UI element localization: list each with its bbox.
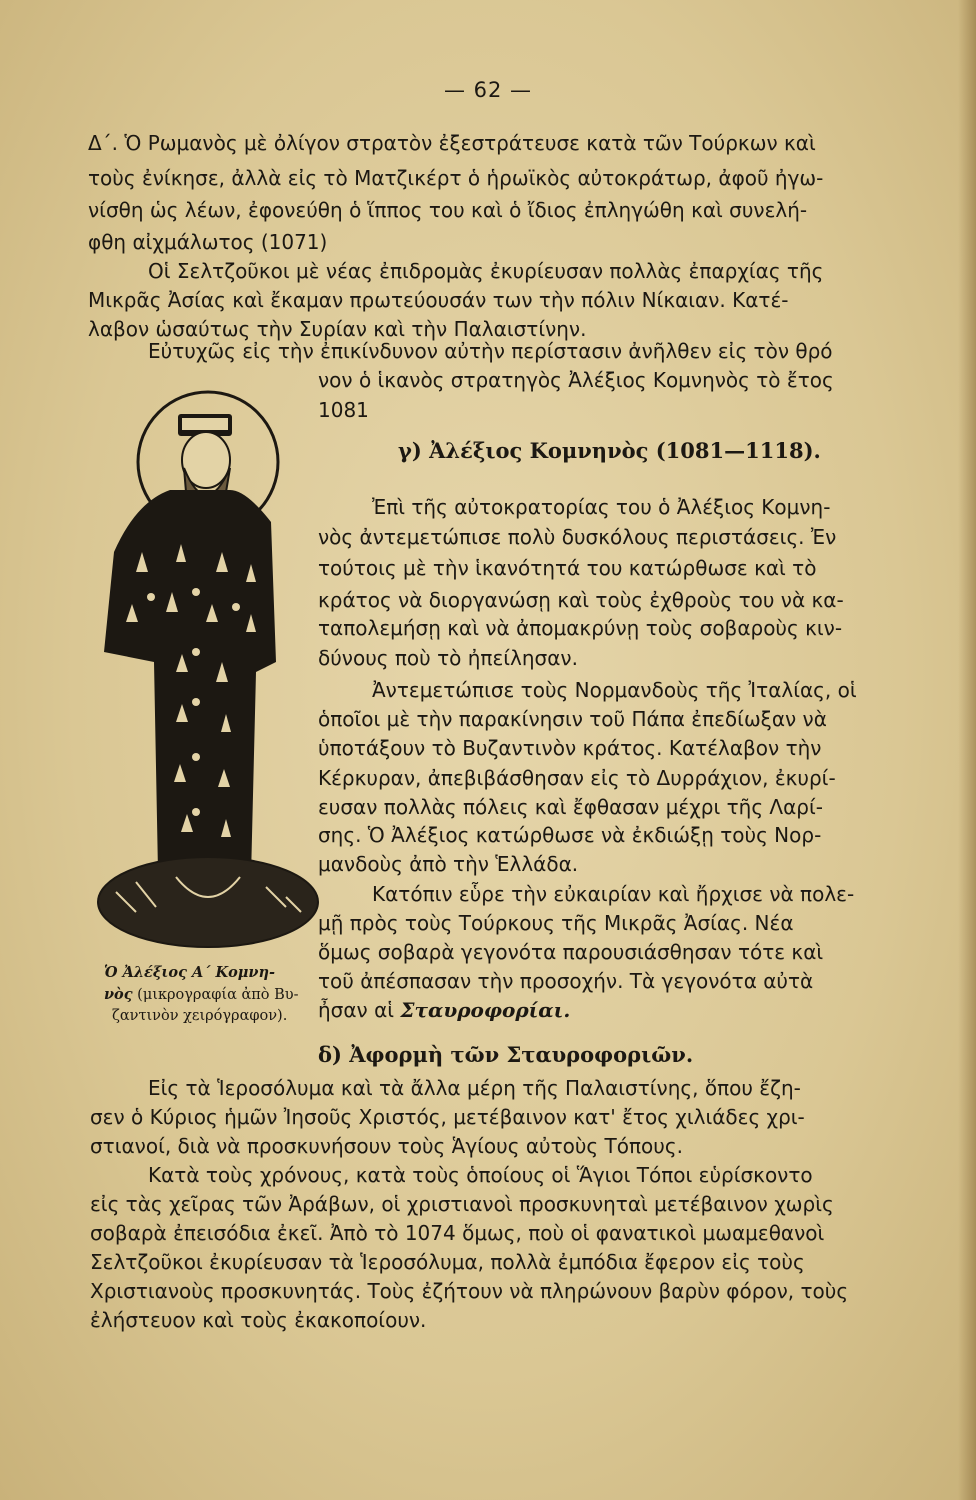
text-line: σεν ὁ Κύριος ἡμῶν Ἰησοῦς Χριστός, μετέβαινον κατ' ἔτος χιλιάδες χρι- xyxy=(90,1105,805,1129)
text-line: τούτοις μὲ τὴν ἱκανότητά του κατώρθωσε καὶ τὸ xyxy=(318,556,817,580)
text-line: ταπολεμήσῃ καὶ νὰ ἀπομακρύνῃ τοὺς σοβαροὺς κιν- xyxy=(318,616,843,640)
text-line: τοῦ ἀπέσπασαν τὴν προσοχήν. Τὰ γεγονότα αὐτὰ xyxy=(318,969,814,993)
text-line: Κατόπιν εὗρε τὴν εὐκαιρίαν καὶ ἤρχισε νὰ πολε- xyxy=(372,882,855,906)
text-line: Ἀντεμετώπισε τοὺς Νορμανδοὺς τῆς Ἰταλίας, οἱ xyxy=(372,678,857,702)
text-line: σοβαρὰ ἐπεισόδια ἐκεῖ. Ἀπὸ τὸ 1074 ὅμως, ποὺ οἱ φανατικοὶ μωαμεθανοὶ xyxy=(90,1221,825,1245)
text-line: Σελτζοῦκοι ἐκυρίευσαν τὰ Ἱεροσόλυμα, πολλὰ ἐμπόδια ἔφερον εἰς τοὺς xyxy=(90,1250,805,1274)
text-line: στιανοί, διὰ νὰ προσκυνήσουν τοὺς Ἁγίους αὐτοὺς Τόπους. xyxy=(90,1134,683,1158)
text-line: ὑποτάξουν τὸ Βυζαντινὸν κράτος. Κατέλαβον τὴν xyxy=(318,736,822,760)
text-fragment: ἦσαν αἱ xyxy=(318,998,395,1022)
caption-text: (μικρογραφία ἀπὸ Βυ- xyxy=(137,987,299,1003)
text-line: ευσαν πολλὰς πόλεις καὶ ἔφθασαν μέχρι τῆς Λαρί- xyxy=(318,795,823,819)
illustration-caption-line xyxy=(104,966,275,981)
text-line: εἰς τὰς χεῖρας τῶν Ἀράβων, οἱ χριστιανοὶ προσκυνηταὶ μετέβαινον χωρὶς xyxy=(90,1192,834,1216)
section-heading-alexios: γ) Ἀλέξιος Κομνηνὸς (1081—1118). xyxy=(398,438,821,463)
footstool xyxy=(98,857,318,947)
illustration-caption-line: ζαντινὸν χειρόγραφον). xyxy=(112,1008,288,1024)
caption-title: Ὁ Ἀλέξιος Α΄ Κομνη- xyxy=(104,964,276,981)
section-heading-crusades-cause: δ) Ἀφορμὴ τῶν Σταυροφοριῶν. xyxy=(318,1042,694,1067)
text-line: νίσθη ὡς λέων, ἐφονεύθη ὁ ἵππος του καὶ ὁ ἴδιος ἐπληγώθη καὶ συνελή- xyxy=(88,198,808,222)
text-line: Οἱ Σελτζοῦκοι μὲ νέας ἐπιδρομὰς ἐκυρίευσαν πολλὰς ἐπαρχίας τῆς xyxy=(148,259,824,283)
text-line: 1081 xyxy=(318,398,369,422)
emphasis-crusades: Σταυροφορίαι. xyxy=(400,998,571,1022)
illustration-caption-line xyxy=(104,988,299,1003)
text-line: μῇ πρὸς τοὺς Τούρκους τῆς Μικρᾶς Ἀσίας. Νέα xyxy=(318,911,794,935)
text-line xyxy=(318,1000,570,1020)
text-line: τοὺς ἐνίκησε, ἀλλὰ εἰς τὸ Ματζικέρτ ὁ ἡρωϊκὸς αὐτοκράτωρ, ἀφοῦ ἠγω- xyxy=(88,166,824,190)
page-number: — 62 — xyxy=(443,78,533,102)
text-line: λαβον ὡσαύτως τὴν Συρίαν καὶ τὴν Παλαιστίνην. xyxy=(88,317,587,341)
text-line: φθη αἰχμάλωτος (1071) xyxy=(88,230,328,254)
caption-title-end: νὸς xyxy=(104,986,133,1003)
text-line: ὁποῖοι μὲ τὴν παρακίνησιν τοῦ Πάπα ἐπεδίωξαν νὰ xyxy=(318,707,827,731)
text-line: μανδοὺς ἀπὸ τὴν Ἑλλάδα. xyxy=(318,852,579,876)
text-line: ἐλήστευον καὶ τοὺς ἐκακοποίουν. xyxy=(90,1308,427,1332)
text-line: Κατὰ τοὺς χρόνους, κατὰ τοὺς ὁποίους οἱ Ἅγιοι Τόποι εὑρίσκοντο xyxy=(148,1163,813,1187)
text-line: νὸς ἀντεμετώπισε πολὺ δυσκόλους περιστάσεις. Ἐν xyxy=(318,525,837,549)
alexios-miniature-illustration xyxy=(96,372,321,957)
text-line: ὅμως σοβαρὰ γεγονότα παρουσιάσθησαν τότε καὶ xyxy=(318,940,824,964)
text-line: Ἐπὶ τῆς αὐτοκρατορίας του ὁ Ἀλέξιος Κομνη- xyxy=(372,495,831,519)
text-line: Εἰς τὰ Ἱεροσόλυμα καὶ τὰ ἄλλα μέρη τῆς Παλαιστίνης, ὅπου ἔζη- xyxy=(148,1076,801,1100)
text-line: νον ὁ ἱκανὸς στρατηγὸς Ἀλέξιος Κομνηνὸς τὸ ἔτος xyxy=(318,368,834,392)
text-line: κράτος νὰ διοργανώσῃ καὶ τοὺς ἐχθροὺς του νὰ κα- xyxy=(318,588,844,612)
text-line: Εὐτυχῶς εἰς τὴν ἐπικίνδυνον αὐτὴν περίστασιν ἀνῆλθεν εἰς τὸν θρό xyxy=(148,339,833,363)
text-line: Μικρᾶς Ἀσίας καὶ ἔκαμαν πρωτεύουσάν των τὴν πόλιν Νίκαιαν. Κατέ- xyxy=(88,288,789,312)
text-line: Κέρκυραν, ἀπεβιβάσθησαν εἰς τὸ Δυρράχιον, ἐκυρί- xyxy=(318,766,836,790)
crown-inner xyxy=(182,418,228,430)
text-line: Χριστιανοὺς προσκυνητάς. Τοὺς ἐζήτουν νὰ πληρώνουν βαρὺν φόρον, τοὺς xyxy=(90,1279,849,1303)
page-edge-shadow xyxy=(958,0,976,1500)
text-line: σης. Ὁ Ἀλέξιος κατώρθωσε νὰ ἐκδιώξῃ τοὺς Νορ- xyxy=(318,823,822,847)
text-line: Δ΄. Ὁ Ρωμανὸς μὲ ὀλίγον στρατὸν ἐξεστράτευσε κατὰ τῶν Τούρκων καὶ xyxy=(88,131,816,155)
text-line: δύνους ποὺ τὸ ἠπείλησαν. xyxy=(318,646,578,670)
robe xyxy=(104,490,276,877)
